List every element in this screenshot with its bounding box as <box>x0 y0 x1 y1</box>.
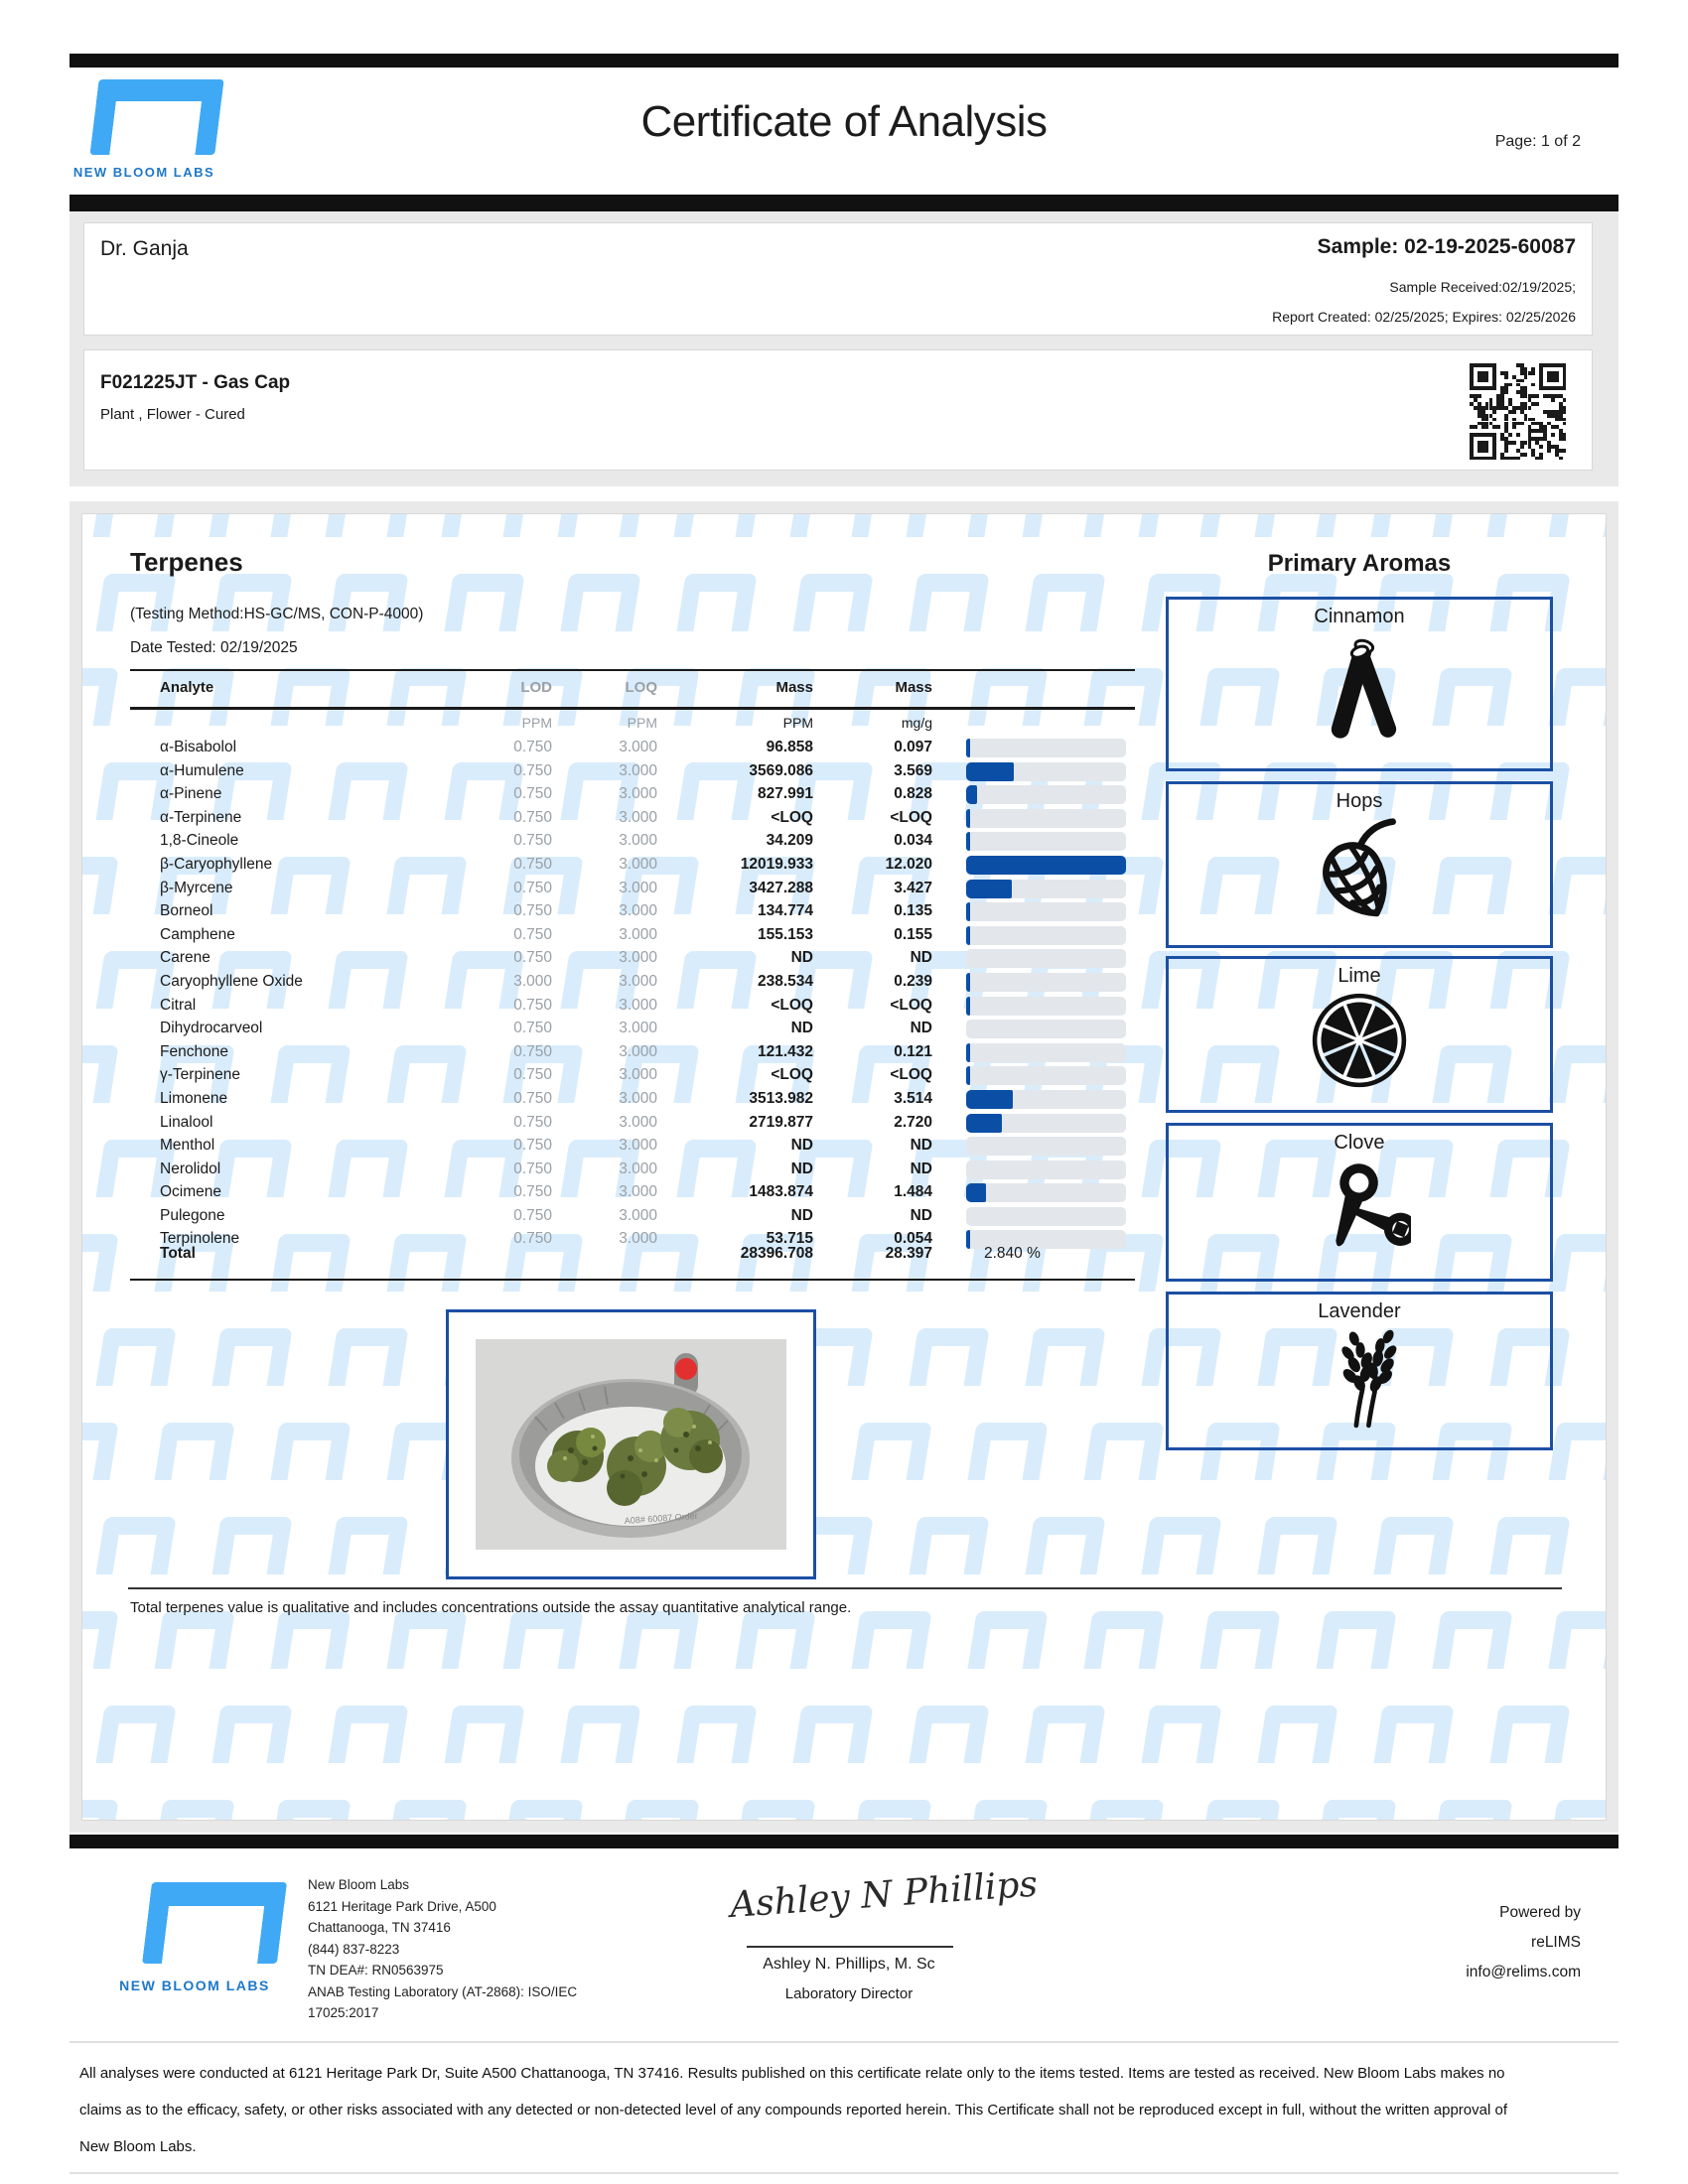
total-percent: 2.840 % <box>984 1245 1041 1262</box>
mass-mgg-value: 3.514 <box>894 1089 932 1107</box>
table-row <box>82 971 1175 995</box>
table-row <box>82 783 1175 807</box>
signatory-name: Ashley N. Phillips, M. Sc <box>763 1956 935 1973</box>
terpene-bar-track <box>966 1066 1126 1085</box>
terpenes-heading: Terpenes <box>130 547 243 577</box>
table-row <box>82 1088 1175 1112</box>
lab-address-line: 6121 Heritage Park Drive, A500 <box>308 1898 496 1914</box>
terpenes-footnote: Total terpenes value is qualitative and includes concentrations outside the assay quantitative analytical range. <box>130 1599 852 1616</box>
clove-icon <box>1169 1157 1550 1265</box>
lod-value: 0.750 <box>513 785 552 803</box>
table-row <box>82 1205 1175 1229</box>
aroma-box-cinnamon <box>1166 597 1553 771</box>
loq-value: 3.000 <box>619 1020 657 1037</box>
table-row <box>82 854 1175 878</box>
lod-value: 0.750 <box>513 761 552 779</box>
analyte-name: Nerolidol <box>160 1160 221 1177</box>
table-row <box>82 1159 1175 1182</box>
terpene-bar-fill <box>966 1183 986 1202</box>
terpene-bar-fill <box>966 739 970 757</box>
total-mgg: 28.397 <box>885 1245 932 1262</box>
terpene-bar-track <box>966 1207 1126 1226</box>
analyte-name: Citral <box>160 996 197 1014</box>
lab-address-line: 17025:2017 <box>308 2005 379 2020</box>
terpene-bar-track <box>966 762 1126 781</box>
terpene-bar-track <box>966 973 1126 992</box>
lod-value: 0.750 <box>513 949 552 967</box>
aroma-label: Cinnamon <box>1314 606 1405 627</box>
brand-name: NEW BLOOM LABS <box>72 165 215 180</box>
table-row <box>82 1064 1175 1088</box>
table-row <box>82 1018 1175 1041</box>
footer-logo-icon <box>147 1882 242 1962</box>
loq-value: 3.000 <box>619 949 657 967</box>
table-header-rule <box>130 707 1135 710</box>
sample-photo-frame <box>446 1309 816 1579</box>
analyte-name: Pulegone <box>160 1206 225 1224</box>
loq-value: 3.000 <box>619 1230 657 1248</box>
results-panel <box>81 513 1607 1821</box>
sample-type: Plant , Flower - Cured <box>100 406 245 423</box>
mass-ppm-value: <LOQ <box>771 996 813 1014</box>
mass-ppm-value: 3513.982 <box>749 1089 813 1107</box>
report-created: Report Created: 02/25/2025; Expires: 02/25/2026 <box>1272 309 1576 325</box>
mass-ppm-value: ND <box>790 1137 813 1155</box>
terpene-bar-track <box>966 1160 1126 1179</box>
signature-script: Ashley N Phillips <box>728 1863 1040 1927</box>
mass-ppm-value: 1483.874 <box>749 1183 813 1201</box>
table-row <box>82 947 1175 971</box>
mass-ppm-value: 134.774 <box>757 902 813 920</box>
mass-mgg-value: 0.135 <box>894 902 932 920</box>
analyte-name: α-Terpinene <box>160 808 242 826</box>
analyte-name: Fenchone <box>160 1042 228 1060</box>
mass-ppm-value: 34.209 <box>766 832 813 850</box>
table-top-rule <box>130 669 1135 671</box>
col-loq: LOQ <box>625 679 657 696</box>
col-lod: LOD <box>520 679 552 696</box>
lod-value: 0.750 <box>513 832 552 850</box>
lod-value: 0.750 <box>513 1160 552 1177</box>
mass-ppm-value: 827.991 <box>757 785 813 803</box>
lod-value: 0.750 <box>513 855 552 873</box>
lab-address-line: Chattanooga, TN 37416 <box>308 1920 451 1935</box>
analyte-name: 1,8-Cineole <box>160 832 239 850</box>
loq-value: 3.000 <box>619 1066 657 1084</box>
analyte-name: γ-Terpinene <box>160 1066 240 1084</box>
analyte-name: Carene <box>160 949 211 967</box>
table-bottom-rule <box>130 1279 1135 1281</box>
loq-value: 3.000 <box>619 972 657 990</box>
footer-divider-bar <box>70 1835 1618 1848</box>
loq-value: 3.000 <box>619 996 657 1014</box>
lod-value: 0.750 <box>513 739 552 755</box>
powered-by-line: reLIMS <box>1531 1934 1581 1951</box>
col-mass-ppm: Mass <box>775 679 813 696</box>
analyte-name: Limonene <box>160 1089 228 1107</box>
terpene-bar-fill <box>966 1066 970 1085</box>
terpene-bar-fill <box>966 832 970 851</box>
mass-ppm-value: <LOQ <box>771 1066 813 1084</box>
lod-value: 0.750 <box>513 1230 552 1248</box>
unit-mass-ppm: PPM <box>782 715 813 731</box>
page-title: Certificate of Analysis <box>640 97 1048 146</box>
lab-address-line: TN DEA#: RN0563975 <box>308 1963 444 1978</box>
analyte-name: β-Myrcene <box>160 879 233 896</box>
table-row <box>82 878 1175 901</box>
table-row <box>82 760 1175 784</box>
loq-value: 3.000 <box>619 1160 657 1177</box>
terpene-bar-track <box>966 739 1126 757</box>
powered-by-line: info@relims.com <box>1466 1964 1581 1980</box>
mass-ppm-value: 121.432 <box>757 1042 813 1060</box>
lod-value: 0.750 <box>513 1113 552 1131</box>
terpene-bar-track <box>966 785 1126 804</box>
signature-line <box>747 1946 953 1948</box>
analyte-name: α-Humulene <box>160 761 244 779</box>
analyte-name: β-Caryophyllene <box>160 855 273 873</box>
analyte-name: Ocimene <box>160 1183 222 1201</box>
primary-aromas-heading: Primary Aromas <box>1267 550 1452 577</box>
terpene-table <box>82 737 1175 1252</box>
mass-mgg-value: <LOQ <box>890 996 932 1014</box>
analyte-name: Caryophyllene Oxide <box>160 972 303 990</box>
table-row <box>82 807 1175 831</box>
unit-lod-ppm: PPM <box>521 715 552 731</box>
aroma-box-lavender <box>1166 1292 1553 1450</box>
loq-value: 3.000 <box>619 739 657 755</box>
terpene-bar-track <box>966 926 1126 945</box>
terpene-bar-fill <box>966 1230 970 1249</box>
svg-text:A08# 60087 Order: A08# 60087 Order <box>624 1510 699 1526</box>
aroma-label: Clove <box>1334 1132 1385 1154</box>
terpene-bar-track <box>966 1043 1126 1062</box>
table-row <box>82 737 1175 760</box>
aroma-box-lime <box>1166 956 1553 1113</box>
lod-value: 0.750 <box>513 1066 552 1084</box>
client-panel <box>83 222 1593 336</box>
lod-value: 0.750 <box>513 925 552 943</box>
terpene-bar-track <box>966 832 1126 851</box>
mass-ppm-value: 53.715 <box>766 1230 813 1248</box>
mass-ppm-value: 12019.933 <box>740 855 813 873</box>
sample-panel <box>83 349 1593 471</box>
terpene-bar-fill <box>966 809 970 828</box>
analyte-name: α-Pinene <box>160 785 222 803</box>
terpene-bar-fill <box>966 1090 1013 1109</box>
lavender-icon <box>1169 1325 1550 1433</box>
terpene-bar-fill <box>966 973 970 992</box>
lime-icon <box>1169 990 1550 1096</box>
terpene-bar-fill <box>966 1043 970 1062</box>
mass-mgg-value: ND <box>910 1206 932 1224</box>
date-tested: Date Tested: 02/19/2025 <box>130 639 298 656</box>
mass-ppm-value: 2719.877 <box>749 1113 813 1131</box>
mass-ppm-value: 155.153 <box>757 925 813 943</box>
lod-value: 0.750 <box>513 1137 552 1155</box>
aroma-label: Lime <box>1337 965 1381 987</box>
signatory-role: Laboratory Director <box>784 1985 914 2002</box>
unit-loq-ppm: PPM <box>627 715 657 731</box>
analyte-name: Borneol <box>160 902 213 920</box>
mass-ppm-value: ND <box>790 949 813 967</box>
table-row <box>82 1041 1175 1065</box>
terpene-bar-track <box>966 1090 1126 1109</box>
loq-value: 3.000 <box>619 1042 657 1060</box>
lod-value: 0.750 <box>513 1206 552 1224</box>
header-divider-bar <box>70 195 1618 211</box>
mass-ppm-value: 238.534 <box>757 972 813 990</box>
lod-value: 0.750 <box>513 996 552 1014</box>
total-ppm: 28396.708 <box>740 1245 813 1262</box>
cinnamon-icon <box>1169 630 1550 754</box>
loq-value: 3.000 <box>619 1137 657 1155</box>
loq-value: 3.000 <box>619 785 657 803</box>
lab-address-line: New Bloom Labs <box>308 1877 410 1892</box>
sample-name: F021225JT - Gas Cap <box>100 372 291 393</box>
mass-mgg-value: 0.034 <box>894 832 932 850</box>
terpene-bar-track <box>966 1020 1126 1038</box>
mass-mgg-value: <LOQ <box>890 808 932 826</box>
disclaimer-text: All analyses were conducted at 6121 Heritage Park Dr, Suite A500 Chattanooga, TN 37416. Results published on this certificate relate only to the items tested. Items are tested as received. New Bloom Labs makes no claims as to the efficacy, safety, or other risks associated with any detected or non-detected level of any compounds reported herein. This Certificate shall not be reproduced except in full, without the written approval of New Bloom Labs. <box>79 2065 1507 2155</box>
loq-value: 3.000 <box>619 808 657 826</box>
table-row <box>82 1112 1175 1136</box>
total-label: Total <box>160 1245 196 1262</box>
mass-mgg-value: 3.427 <box>894 879 932 896</box>
mass-mgg-value: 0.097 <box>894 739 932 755</box>
table-row <box>82 995 1175 1019</box>
mass-mgg-value: ND <box>910 1020 932 1037</box>
lod-value: 0.750 <box>513 902 552 920</box>
loq-value: 3.000 <box>619 879 657 896</box>
results-content <box>82 514 1607 1821</box>
mass-mgg-value: ND <box>910 1137 932 1155</box>
mass-mgg-value: 2.720 <box>894 1113 932 1131</box>
loq-value: 3.000 <box>619 1113 657 1131</box>
mass-ppm-value: ND <box>790 1206 813 1224</box>
mass-mgg-value: 0.828 <box>894 785 932 803</box>
terpene-bar-track <box>966 856 1126 875</box>
table-row <box>82 900 1175 924</box>
hops-icon <box>1169 815 1550 931</box>
aroma-box-clove <box>1166 1123 1553 1282</box>
sample-photo <box>476 1339 786 1550</box>
bottom-separator <box>70 2172 1618 2174</box>
powered-by-line: Powered by <box>1499 1904 1581 1921</box>
top-divider-bar <box>70 54 1618 68</box>
mass-ppm-value: 96.858 <box>766 739 813 755</box>
lod-value: 0.750 <box>513 1183 552 1201</box>
aroma-box-hops <box>1166 781 1553 948</box>
loq-value: 3.000 <box>619 855 657 873</box>
lod-value: 0.750 <box>513 808 552 826</box>
terpene-bar-fill <box>966 856 1126 875</box>
lod-value: 0.750 <box>513 1042 552 1060</box>
col-analyte: Analyte <box>160 679 214 696</box>
unit-mass-mgg: mg/g <box>901 715 932 731</box>
col-mass-mgg: Mass <box>895 679 932 696</box>
loq-value: 3.000 <box>619 1089 657 1107</box>
powered-by-block <box>1283 1898 1581 1987</box>
lod-value: 0.750 <box>513 879 552 896</box>
terpene-bar-fill <box>966 926 970 945</box>
mass-mgg-value: 0.155 <box>894 925 932 943</box>
qr-code <box>1465 358 1570 464</box>
terpene-bar-fill <box>966 997 970 1016</box>
mass-ppm-value: 3569.086 <box>749 761 813 779</box>
aroma-label: Lavender <box>1318 1300 1401 1322</box>
terpene-bar-fill <box>966 880 1012 898</box>
mass-mgg-value: 0.121 <box>894 1042 932 1060</box>
mass-ppm-value: 3427.288 <box>749 879 813 896</box>
loq-value: 3.000 <box>619 925 657 943</box>
analyte-name: Linalool <box>160 1113 213 1131</box>
terpene-bar-track <box>966 949 1126 968</box>
analyte-name: Camphene <box>160 925 235 943</box>
footer-separator <box>70 2041 1618 2043</box>
mass-mgg-value: 0.054 <box>894 1230 932 1248</box>
mass-mgg-value: ND <box>910 1160 932 1177</box>
terpene-bar-track <box>966 809 1126 828</box>
mass-ppm-value: ND <box>790 1020 813 1037</box>
lab-address <box>308 1874 635 2024</box>
lod-value: 0.750 <box>513 1089 552 1107</box>
analyte-name: Dihydrocarveol <box>160 1020 263 1037</box>
terpene-bar-track <box>966 880 1126 898</box>
mass-mgg-value: 0.239 <box>894 972 932 990</box>
sample-id: Sample: 02-19-2025-60087 <box>1317 235 1576 258</box>
analyte-name: Terpinolene <box>160 1230 240 1248</box>
mass-ppm-value: ND <box>790 1160 813 1177</box>
mass-mgg-value: ND <box>910 949 932 967</box>
mass-mgg-value: 3.569 <box>894 761 932 779</box>
page-number-label: Page: 1 of 2 <box>1494 133 1581 150</box>
mass-ppm-value: <LOQ <box>771 808 813 826</box>
lod-value: 3.000 <box>513 972 552 990</box>
terpene-bar-fill <box>966 785 977 804</box>
table-row <box>82 924 1175 948</box>
table-row <box>82 1135 1175 1159</box>
bloom-logo-icon <box>94 79 180 155</box>
lod-value: 0.750 <box>513 1020 552 1037</box>
terpene-bar-fill <box>966 762 1014 781</box>
analyte-name: Menthol <box>160 1137 215 1155</box>
footnote-rule <box>128 1587 1562 1589</box>
aroma-label: Hops <box>1336 790 1383 812</box>
terpene-bar-track <box>966 902 1126 921</box>
terpene-bar-track <box>966 1137 1126 1156</box>
loq-value: 3.000 <box>619 1183 657 1201</box>
signature-block <box>728 1863 1040 1927</box>
lab-address-line: ANAB Testing Laboratory (AT-2868): ISO/IEC <box>308 1983 578 1999</box>
mass-mgg-value: <LOQ <box>890 1066 932 1084</box>
sample-received: Sample Received:02/19/2025; <box>1389 279 1576 295</box>
terpene-bar-fill <box>966 902 970 921</box>
loq-value: 3.000 <box>619 902 657 920</box>
mass-mgg-value: 1.484 <box>894 1183 932 1201</box>
client-name: Dr. Ganja <box>100 237 189 260</box>
terpene-bar-track <box>966 1183 1126 1202</box>
analyte-name: α-Bisabolol <box>160 739 237 755</box>
loq-value: 3.000 <box>619 832 657 850</box>
terpene-bar-track <box>966 1114 1126 1133</box>
table-row <box>82 1181 1175 1205</box>
footer-brand-name: NEW BLOOM LABS <box>119 1978 270 1993</box>
testing-method: (Testing Method:HS-GC/MS, CON-P-4000) <box>130 606 424 622</box>
loq-value: 3.000 <box>619 761 657 779</box>
terpene-bar-fill <box>966 1114 1002 1133</box>
table-row <box>82 830 1175 854</box>
lab-address-line: (844) 837-8223 <box>308 1941 400 1957</box>
terpene-bar-track <box>966 997 1126 1016</box>
mass-mgg-value: 12.020 <box>885 855 932 873</box>
loq-value: 3.000 <box>619 1206 657 1224</box>
